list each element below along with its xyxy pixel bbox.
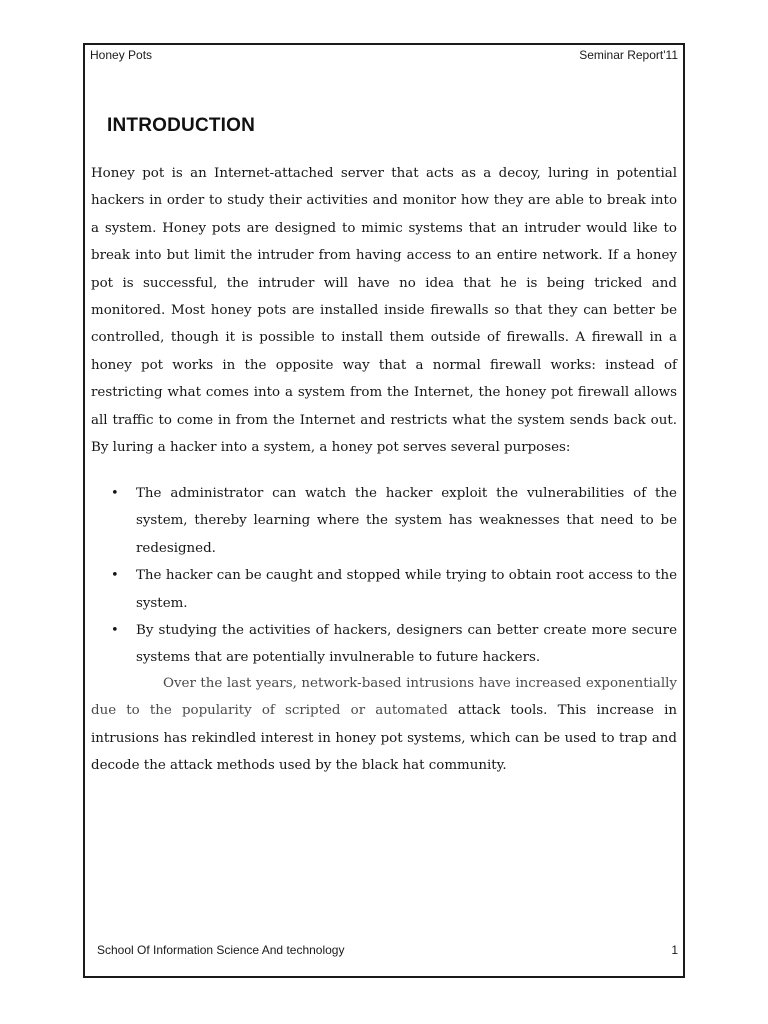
closing-paragraph — [91, 670, 677, 780]
section-title: INTRODUCTION — [107, 115, 256, 136]
footer-institution: School Of Information Science And technology — [97, 943, 345, 957]
bullet-icon: • — [111, 568, 119, 584]
page-header — [90, 48, 678, 66]
page-number: 1 — [671, 943, 678, 957]
list-item — [91, 562, 677, 617]
list-item-text: The hacker can be caught and stopped while trying to obtain root access to the system. — [136, 568, 677, 611]
closing-paragraph-text: attack tools. This increase in intrusions has rekindled interest in honey pot systems, which can be used to trap and decode the attack methods used by the black hat community. — [91, 703, 678, 774]
list-item-text: The administrator can watch the hacker exploit the vulnerabilities of the system, thereby learning where the system has weaknesses that need to be redesigned. — [136, 486, 677, 556]
header-document-title: Honey Pots — [90, 48, 153, 62]
purposes-list — [91, 480, 677, 672]
header-report-label: Seminar Report'11 — [579, 48, 678, 62]
list-item — [91, 480, 677, 562]
list-item — [91, 617, 677, 672]
closing-paragraph-muted-text: Over the last years, network-based intrusions have increased exponentially due to the popularity of scripted or automated — [91, 676, 677, 719]
list-item-text: By studying the activities of hackers, designers can better create more secure systems that are potentially invulnerable to future hackers. — [136, 623, 677, 666]
page-footer — [97, 943, 678, 961]
bullet-icon: • — [111, 623, 119, 639]
bullet-icon: • — [111, 486, 119, 501]
intro-paragraph: Honey pot is an Internet-attached server that acts as a decoy, luring in potential hackers in order to study their activities and monitor how they are able to break into a system. Honey pots are designed to mimic systems that an intruder would like to break into but limit the intruder from having access to an entire network. If a honey pot is successful, the intruder will have no idea that he is being tricked and monitored. Most honey pots are installed inside firewalls so that they can better be controlled, though it is possible to install them outside of firewalls. A firewall in a honey pot works in the opposite way that a normal firewall works: instead of restricting what comes into a system from the Internet, the honey pot firewall allows all traffic to come in from the Internet and restricts what the system sends back out. By luring a hacker into a system, a honey pot serves several purposes: — [91, 166, 677, 456]
